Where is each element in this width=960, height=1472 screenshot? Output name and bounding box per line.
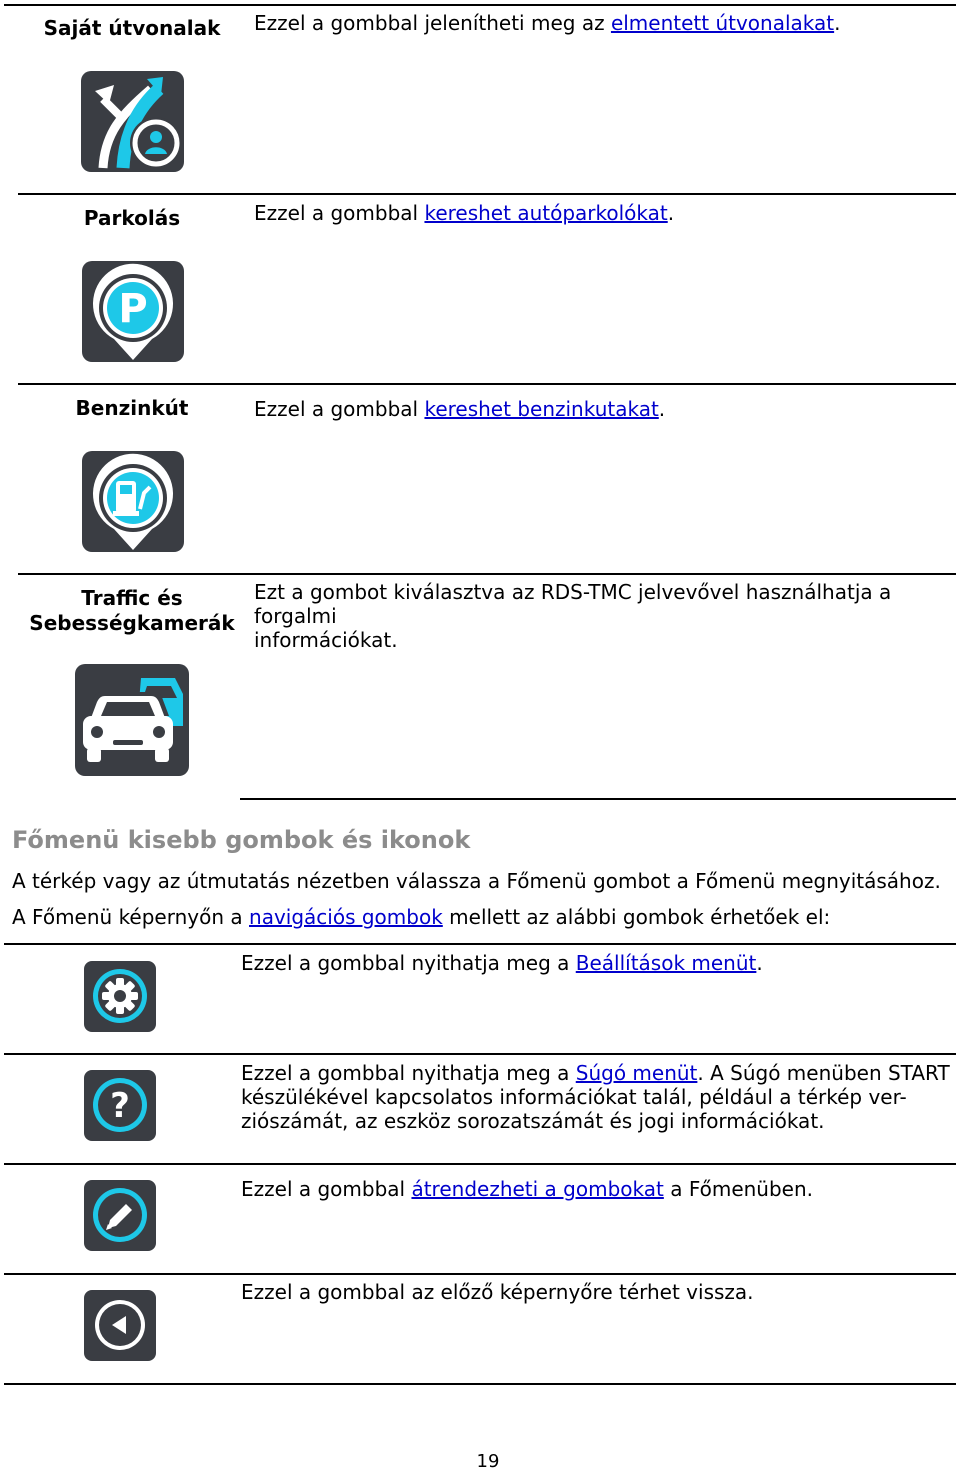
small-row-desc-edit: Ezzel a gombbal átrendezheti a gombokat a Főmenüben. [241,1177,814,1201]
edit-icon [84,1180,156,1251]
row-divider [18,573,956,575]
link-navigation-buttons[interactable]: navigációs gombok [249,905,443,929]
row-label-parking: Parkolás [83,206,181,230]
section-heading: Főmenü kisebb gombok és ikonok [12,826,471,854]
parking-icon [82,261,184,362]
traffic-icon [75,664,189,776]
link-rearrange-buttons[interactable]: átrendezheti a gombokat [411,1177,664,1201]
section-paragraph-1: A térkép vagy az útmutatás nézetben válassza a Főmenü gombot a Főmenü megnyitásához. [12,869,941,893]
row-divider [18,383,956,385]
row-label-my-routes: Saját útvonalak [43,16,221,40]
svg-text:?: ? [110,1086,130,1126]
small-row-desc-settings: Ezzel a gombbal nyithatja meg a Beállítások menüt. [241,951,763,975]
row-divider [240,798,956,800]
page-number: 19 [476,1451,500,1472]
row-desc-gas-station: Ezzel a gombbal kereshet benzinkutakat. [254,397,666,421]
row-divider [4,4,956,6]
small-row-desc-help: Ezzel a gombbal nyithatja meg a Súgó menüt. A Súgó menüben START készülékével kapcsolatos információkat talál, például a térkép ver- ziószámát, az eszköz sorozatszámát és jogi információkat. [241,1061,950,1133]
help-icon [84,1070,156,1141]
link-car-parks[interactable]: kereshet autóparkolókat [424,201,668,225]
back-icon [84,1290,156,1361]
link-saved-routes[interactable]: elmentett útvonalakat [610,11,835,35]
row-desc-parking: Ezzel a gombbal kereshet autóparkolókat. [254,201,675,225]
my-routes-icon [81,71,184,172]
row-desc-my-routes: Ezzel a gombbal jelenítheti meg az elmentett útvonalakat. [254,11,841,35]
svg-text:P: P [118,286,148,332]
link-petrol-stations[interactable]: kereshet benzinkutakat [424,397,659,421]
link-help-menu[interactable]: Súgó menüt [575,1061,698,1085]
link-settings-menu[interactable]: Beállítások menüt [575,951,757,975]
row-divider [4,1273,956,1275]
row-label-traffic: Traffic és Sebességkamerák [29,586,235,635]
row-divider [4,1163,956,1165]
section-paragraph-2: A Főmenü képernyőn a navigációs gombok mellett az alábbi gombok érhetőek el: [12,905,831,929]
gas-station-icon [82,451,184,552]
small-row-desc-back: Ezzel a gombbal az előző képernyőre térhet vissza. [241,1280,754,1304]
row-divider [4,943,956,945]
row-desc-traffic: Ezt a gombot kiválasztva az RDS-TMC jelvevővel használhatja a forgalmi információkat. [254,580,892,652]
row-divider [18,193,956,195]
gear-icon [84,961,156,1032]
row-label-gas-station: Benzinkút [75,396,189,420]
row-divider [4,1053,956,1055]
row-divider [4,1383,956,1385]
